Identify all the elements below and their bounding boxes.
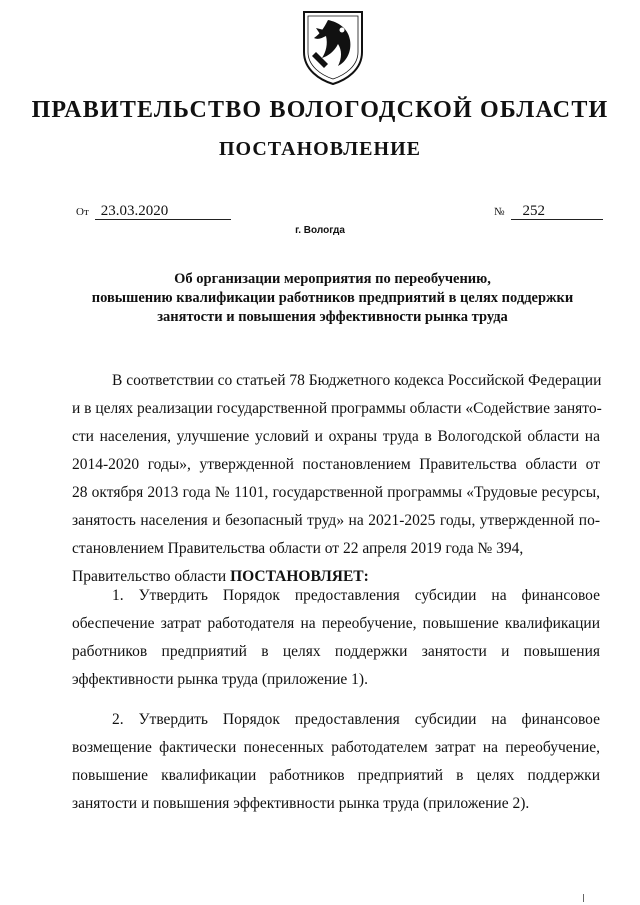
- item-line: 2. Утвердить Порядок предоставления субсидии на финансовое: [112, 711, 600, 728]
- item-2-paragraph: [72, 706, 600, 818]
- preamble-line: 28 октября 2013 года № 1101, государственной программы «Трудовые ресурсы,: [72, 484, 600, 501]
- item-line: эффективности рынка труда (приложение 1).: [72, 671, 368, 688]
- subject-line: повышению квалификации работников предприятий в целях поддержки: [91, 290, 574, 306]
- item-line: возмещение фактически понесенных работодателем затрат на переобучение,: [72, 739, 600, 756]
- preamble-line: занятость населения и безопасный труд» на 2021-2025 годы, утвержденной по-: [72, 512, 600, 529]
- document-number: [494, 203, 603, 220]
- preamble-line: сти населения, улучшение условий и охраны труда в Вологодской области на: [72, 428, 600, 445]
- subject-line: занятости и повышения эффективности рынка труда: [157, 309, 508, 325]
- item-line: повышение квалификации работников предприятий в целях поддержки: [72, 767, 600, 784]
- subject-line: Об организации мероприятия по переобучению,: [174, 271, 491, 287]
- document-date: [76, 203, 231, 220]
- city-name: г. Вологда: [295, 225, 345, 236]
- resolve-verb: ПОСТАНОВЛЯЕТ:: [230, 568, 369, 585]
- resolve-subject: Правительство области: [72, 568, 227, 585]
- preamble-line: становлением Правительства области от 22 апреля 2019 года № 394,: [72, 540, 524, 557]
- number-value: 252: [511, 203, 603, 220]
- scan-mark: [583, 894, 584, 902]
- item-line: обеспечение затрат работодателя на переобучение, повышение квалификации: [72, 615, 600, 632]
- document-type: ПОСТАНОВЛЕНИЕ: [219, 138, 421, 160]
- coat-of-arms-emblem: [298, 8, 368, 86]
- preamble-paragraph: [72, 367, 600, 591]
- item-line: 1. Утвердить Порядок предоставления субсидии на финансовое: [112, 587, 600, 604]
- date-prefix: От: [76, 206, 89, 218]
- preamble-line: и в целях реализации государственной программы области «Содействие занято-: [72, 400, 602, 417]
- number-prefix: №: [494, 206, 505, 218]
- government-title: ПРАВИТЕЛЬСТВО ВОЛОГОДСКОЙ ОБЛАСТИ: [31, 97, 609, 123]
- item-line: занятости и повышения эффективности рынка труда (приложение 2).: [72, 795, 530, 812]
- item-line: работников предприятий в целях поддержки занятости и повышения: [72, 643, 600, 660]
- preamble-line: В соответствии со статьей 78 Бюджетного кодекса Российской Федерации: [112, 372, 602, 389]
- preamble-line: 2014-2020 годы», утвержденной постановлением Правительства области от: [72, 456, 600, 473]
- document-subject: [60, 270, 605, 327]
- item-1-paragraph: [72, 582, 600, 694]
- date-value: 23.03.2020: [95, 203, 231, 220]
